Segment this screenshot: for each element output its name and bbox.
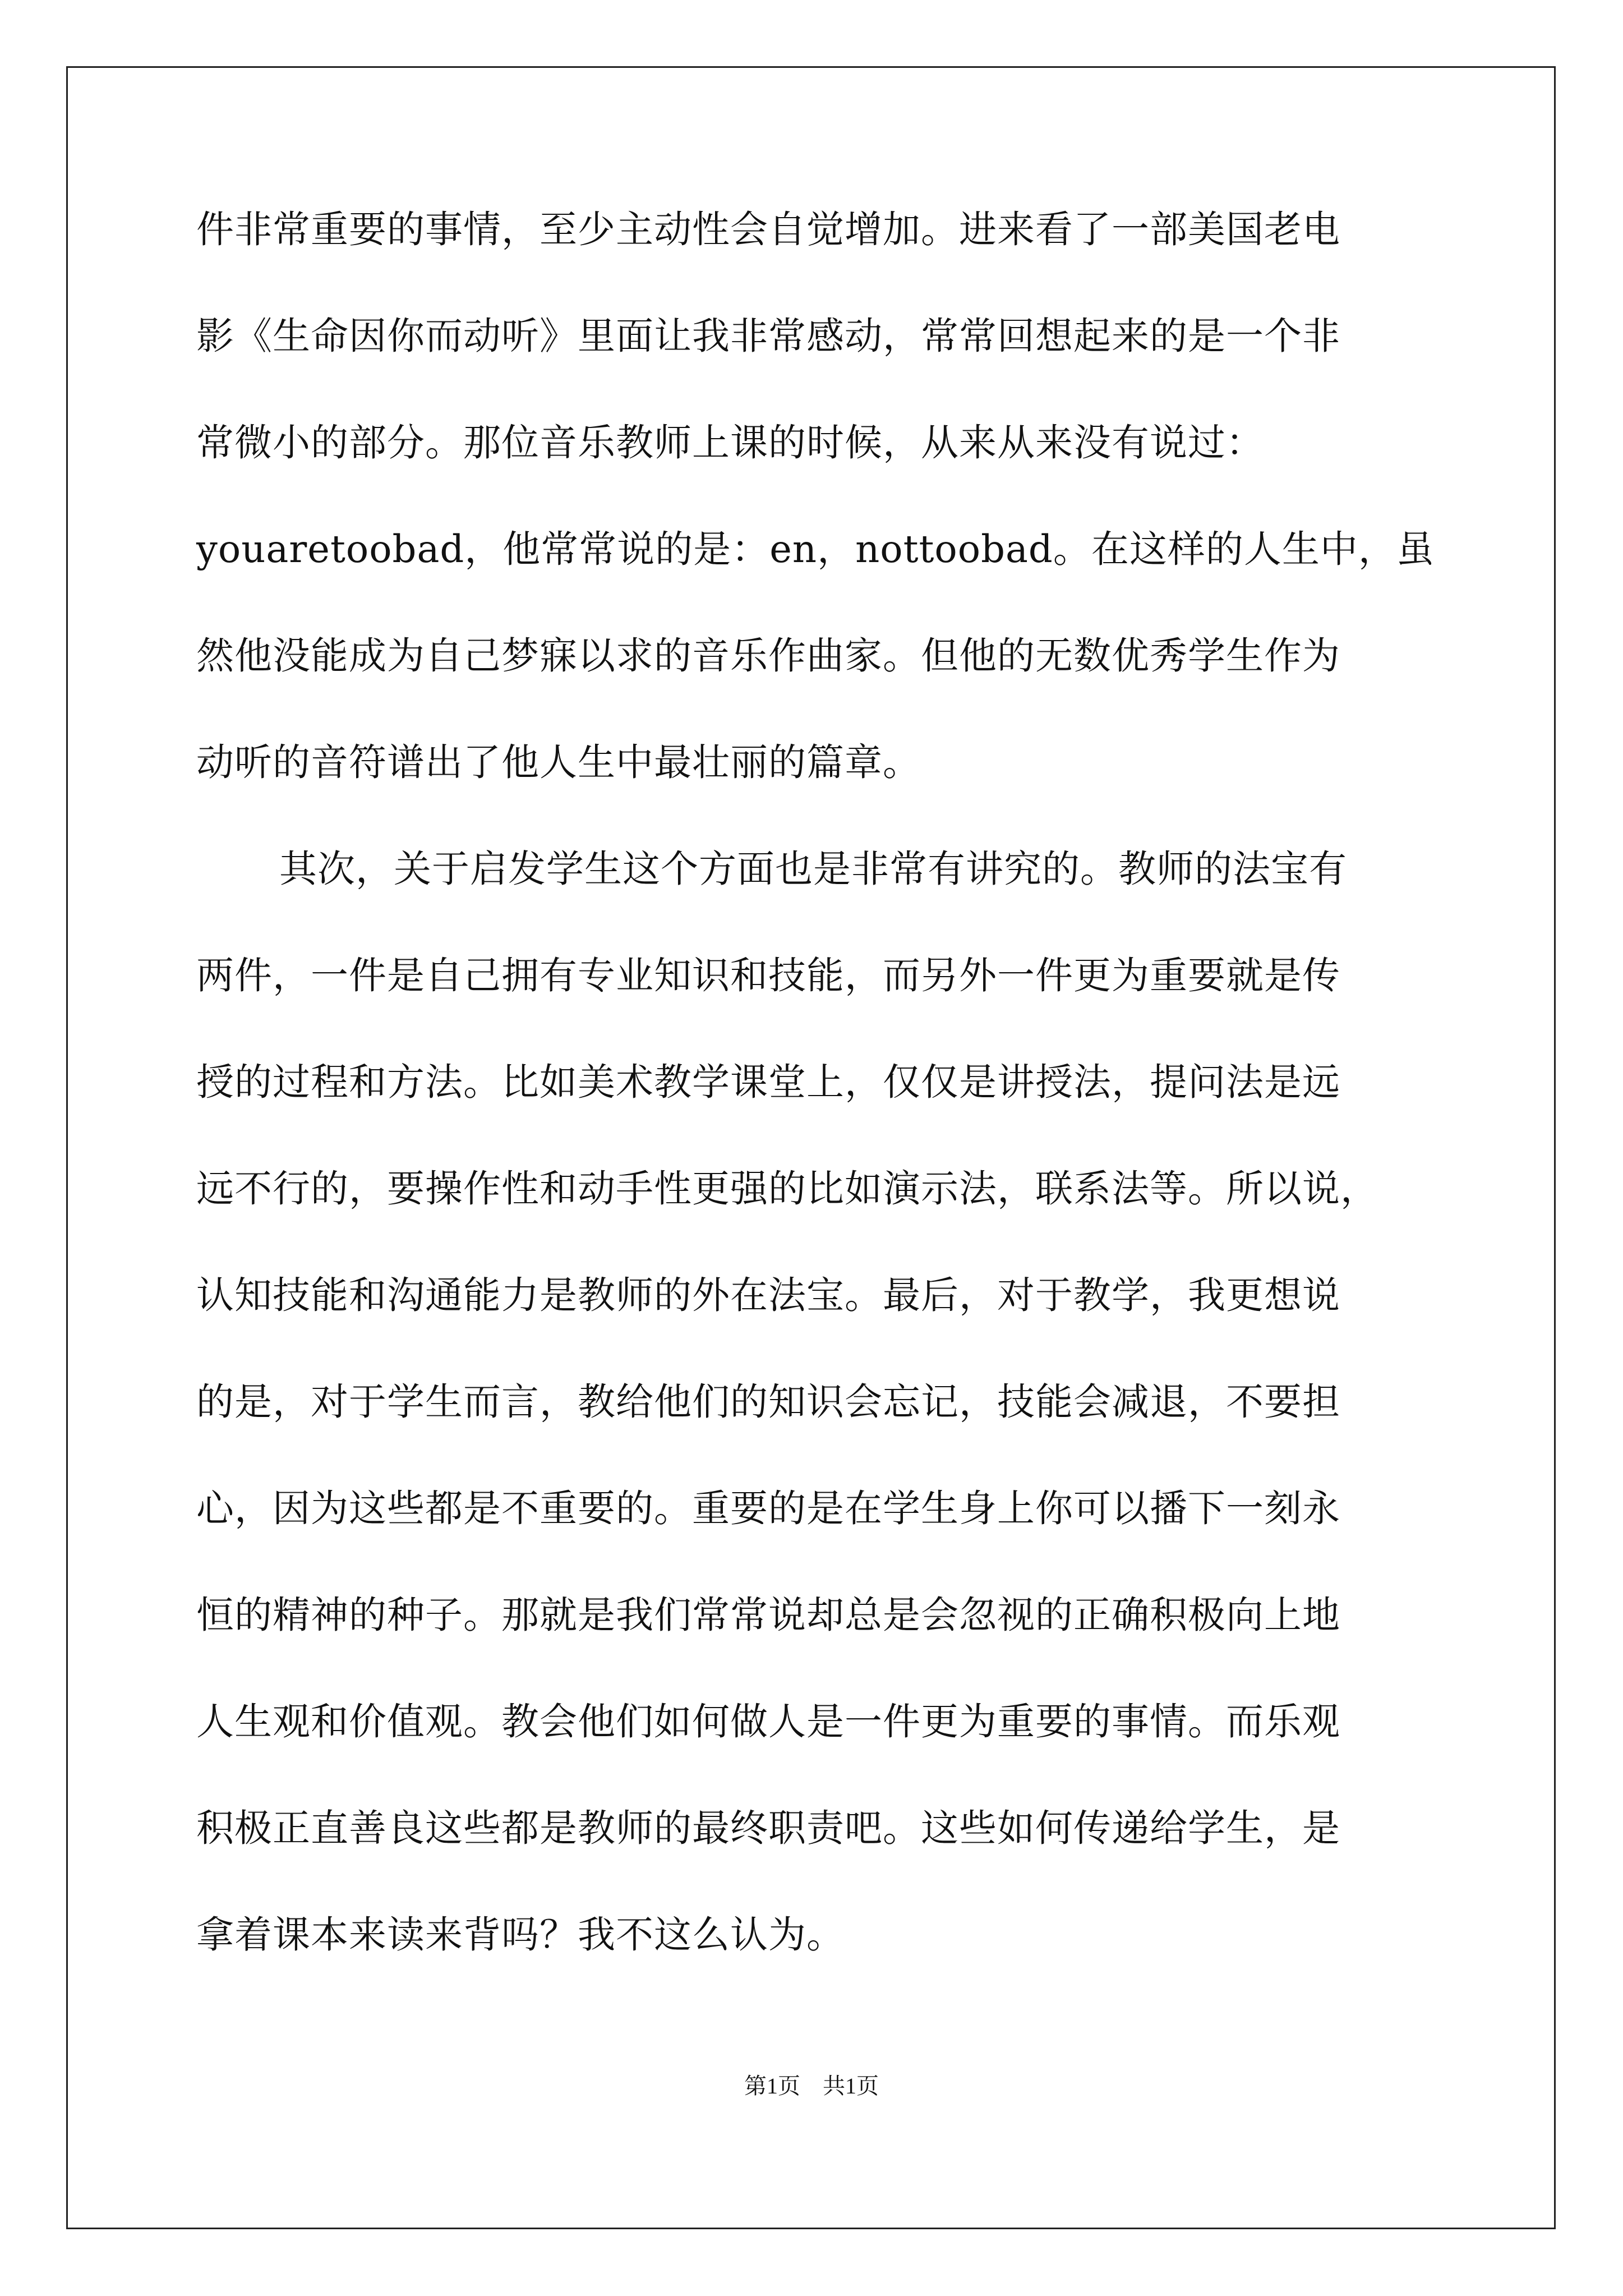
paragraph-line: 两件，一件是自己拥有专业知识和技能，而另外一件更为重要就是传 [196, 954, 1340, 997]
paragraph-line: 的是，对于学生而言，教给他们的知识会忘记，技能会减退，不要担 [196, 1380, 1340, 1424]
page-footer [0, 2073, 1623, 2100]
paragraph-line: 人生观和价值观。教会他们如何做人是一件更为重要的事情。而乐观 [196, 1700, 1340, 1743]
paragraph-line: 恒的精神的种子。那就是我们常常说却总是会忽视的正确积极向上地 [196, 1593, 1340, 1637]
paragraph-line: 认知技能和沟通能力是教师的外在法宝。最后，对于教学，我更想说 [196, 1273, 1340, 1317]
paragraph-line: 然他没能成为自己梦寐以求的音乐作曲家。但他的无数优秀学生作为 [196, 634, 1340, 678]
paragraph-line: 授的过程和方法。比如美术教学课堂上，仅仅是讲授法，提问法是远 [196, 1060, 1340, 1104]
page-number-current: 第1页 [744, 2073, 800, 2099]
paragraph-line: 其次，关于启发学生这个方面也是非常有讲究的。教师的法宝有 [279, 847, 1347, 891]
paragraph-line: 常微小的部分。那位音乐教师上课的时候，从来从来没有说过： [196, 421, 1264, 464]
paragraph-line: 动听的音符谱出了他人生中最壮丽的篇章。 [196, 740, 921, 784]
paragraph-line: 心，因为这些都是不重要的。重要的是在学生身上你可以播下一刻永 [196, 1487, 1340, 1530]
paragraph-line: 拿着课本来读来背吗？我不这么认为。 [196, 1913, 845, 1957]
paragraph-line: 远不行的，要操作性和动手性更强的比如演示法，联系法等。所以说， [196, 1167, 1378, 1211]
page-number-total: 共1页 [823, 2073, 879, 2099]
paragraph-line: 件非常重要的事情，至少主动性会自觉增加。进来看了一部美国老电 [196, 208, 1340, 251]
paragraph-line: youaretoobad，他常常说的是：en，nottoobad。在这样的人生中，虽 [196, 527, 1435, 571]
paragraph-line: 积极正直善良这些都是教师的最终职责吧。这些如何传递给学生，是 [196, 1806, 1340, 1850]
paragraph-line: 影《生命因你而动听》里面让我非常感动，常常回想起来的是一个非 [196, 314, 1340, 358]
document-body [196, 208, 1441, 2023]
